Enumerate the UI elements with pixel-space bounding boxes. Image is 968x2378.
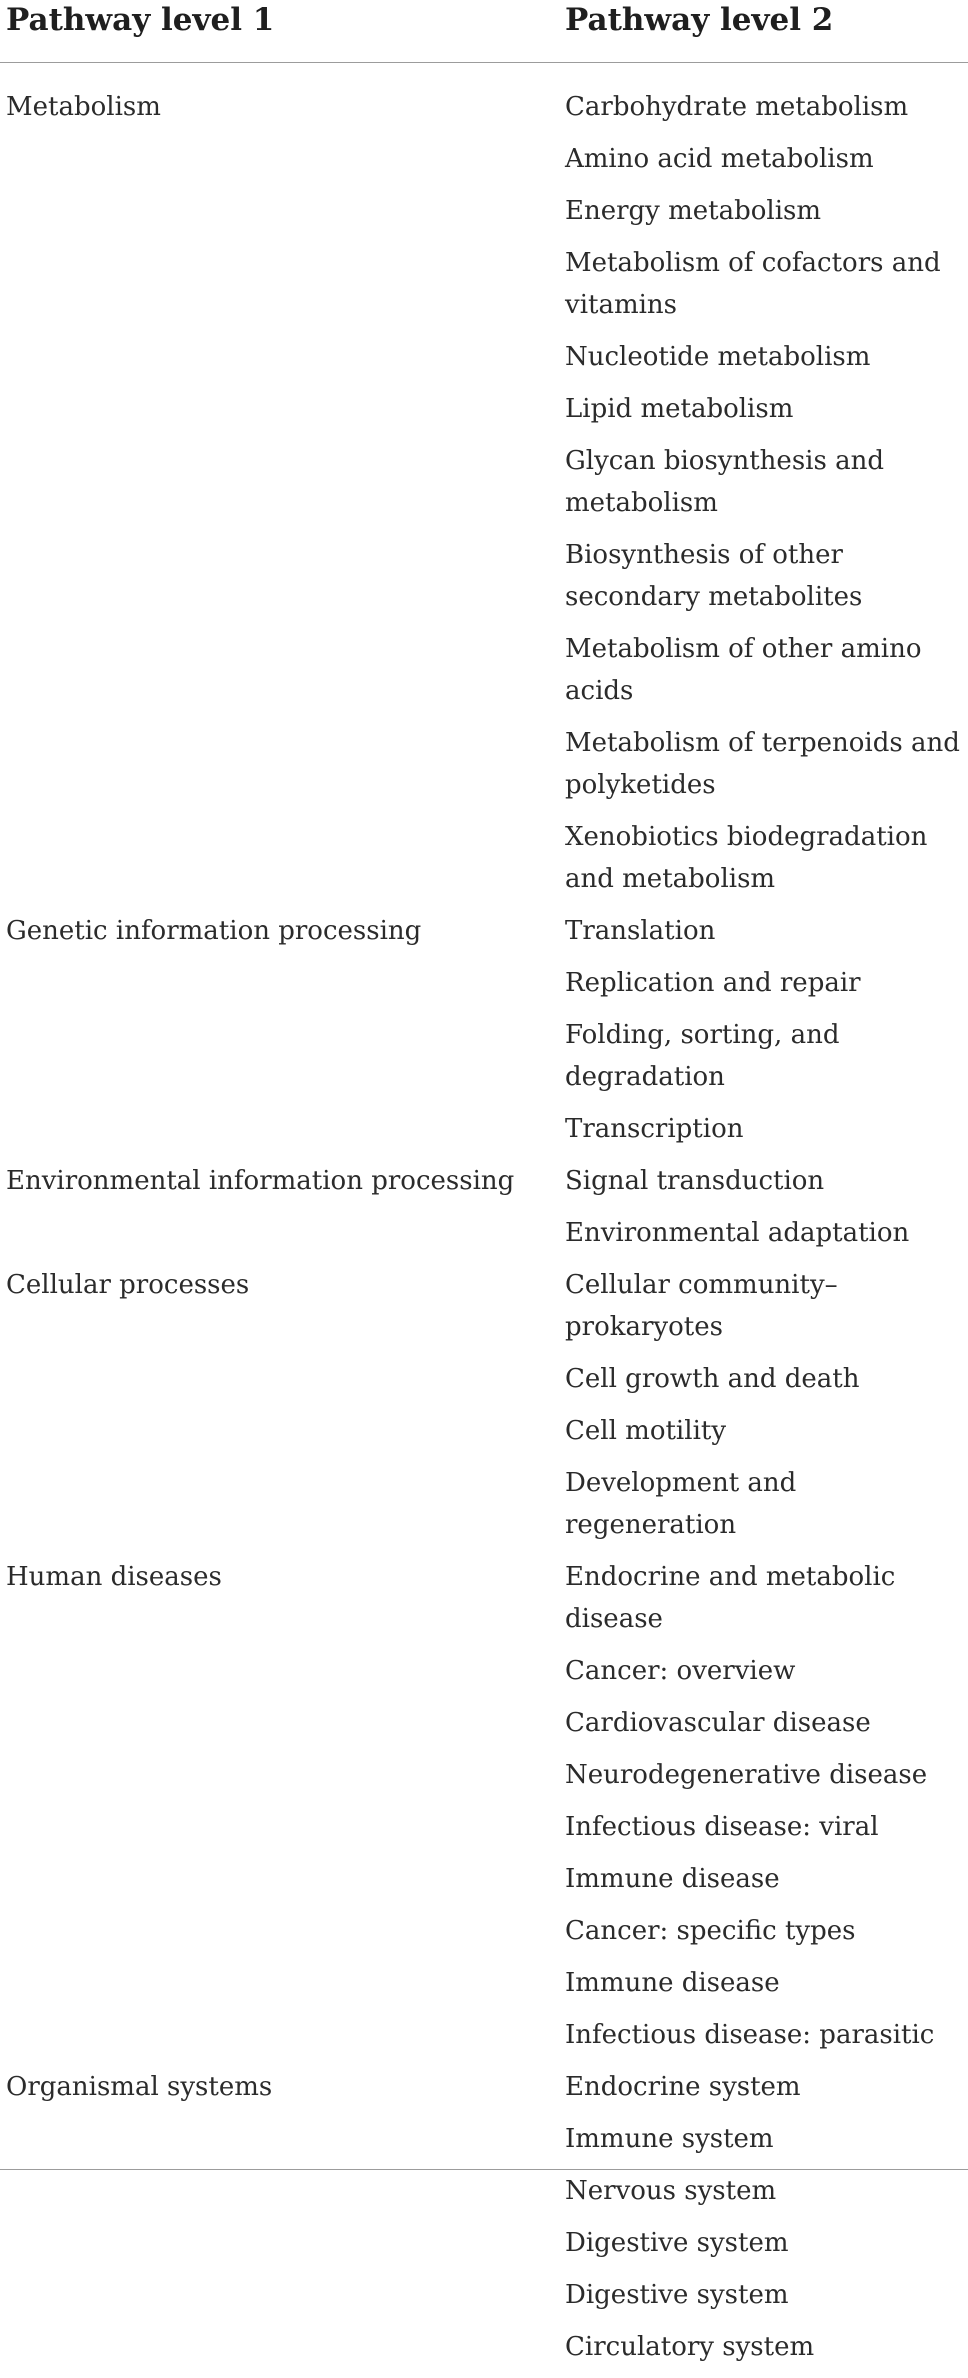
pathway-level-2-cell: Cellular community–prokaryotes	[565, 1270, 838, 1342]
pathway-level-2-cell: Energy metabolism	[565, 196, 822, 226]
pathway-level-2-cell: Replication and repair	[565, 968, 861, 998]
pathway-level-2-list	[565, 1160, 965, 1264]
header-divider	[0, 62, 968, 63]
pathway-level-2-cell: Signal transduction	[565, 1166, 825, 1196]
pathway-level-1-cell: Cellular processes	[6, 1270, 250, 1300]
pathway-level-2-cell: Carbohydrate metabolism	[565, 92, 909, 122]
pathway-level-1-cell: Genetic information processing	[6, 916, 422, 946]
pathway-level-2-cell: Metabolism of cofactors and vitamins	[565, 248, 941, 320]
pathway-level-2-cell: Cell growth and death	[565, 1364, 860, 1394]
pathway-level-2-cell: Metabolism of other amino acids	[565, 634, 922, 706]
table-row	[0, 910, 968, 1160]
pathway-level-2-list	[565, 2066, 965, 2378]
pathway-level-2-cell: Xenobiotics biodegradation and metabolism	[565, 822, 928, 894]
pathway-level-2-list	[565, 1556, 965, 2066]
table-header-row	[0, 0, 968, 62]
table-row	[0, 2066, 968, 2378]
pathway-level-2-cell: Cancer: overview	[565, 1656, 796, 1686]
pathway-level-1-cell: Metabolism	[6, 92, 161, 122]
pathway-level-2-cell: Cardiovascular disease	[565, 1708, 871, 1738]
pathway-level-2-cell: Infectious disease: viral	[565, 1812, 879, 1842]
table-row	[0, 1264, 968, 1556]
table-body	[0, 86, 968, 2378]
header-pathway-level-2: Pathway level 2	[565, 2, 834, 38]
pathway-level-2-cell: Immune disease	[565, 1968, 780, 1998]
pathway-level-1-cell: Environmental information processing	[6, 1166, 515, 1196]
pathway-level-2-cell: Folding, sorting, and degradation	[565, 1020, 840, 1092]
pathway-level-1-cell: Human diseases	[6, 1562, 222, 1592]
table-row	[0, 1556, 968, 2066]
pathway-level-2-cell: Infectious disease: parasitic	[565, 2020, 935, 2050]
pathway-level-2-cell: Endocrine system	[565, 2072, 801, 2102]
pathway-level-2-cell: Digestive system	[565, 2228, 789, 2258]
pathway-level-2-cell: Biosynthesis of other secondary metabolites	[565, 540, 863, 612]
table-row	[0, 86, 968, 910]
pathway-level-2-cell: Lipid metabolism	[565, 394, 794, 424]
pathway-level-1-cell: Organismal systems	[6, 2072, 273, 2102]
pathway-level-2-cell: Cell motility	[565, 1416, 727, 1446]
pathway-level-2-cell: Endocrine and metabolic disease	[565, 1562, 896, 1634]
pathway-level-2-cell: Digestive system	[565, 2280, 789, 2310]
pathway-level-2-list	[565, 1264, 965, 1556]
pathway-level-2-cell: Environmental adaptation	[565, 1218, 910, 1248]
header-pathway-level-1: Pathway level 1	[6, 2, 275, 38]
pathway-level-2-cell: Glycan biosynthesis and metabolism	[565, 446, 884, 518]
pathway-level-2-cell: Metabolism of terpenoids and polyketides	[565, 728, 960, 800]
pathway-level-2-cell: Cancer: specific types	[565, 1916, 856, 1946]
pathway-level-2-cell: Neurodegenerative disease	[565, 1760, 928, 1790]
pathway-level-2-list	[565, 910, 965, 1160]
pathway-level-2-cell: Transcription	[565, 1114, 744, 1144]
pathway-level-2-cell: Nucleotide metabolism	[565, 342, 871, 372]
pathway-level-2-cell: Translation	[565, 916, 716, 946]
pathway-level-2-cell: Immune disease	[565, 1864, 780, 1894]
bottom-divider	[0, 2169, 968, 2170]
pathway-level-2-cell: Amino acid metabolism	[565, 144, 874, 174]
pathway-level-2-cell: Nervous system	[565, 2176, 777, 2206]
pathway-level-2-cell: Circulatory system	[565, 2332, 815, 2362]
pathway-level-2-cell: Development and regeneration	[565, 1468, 797, 1540]
table-row	[0, 1160, 968, 1264]
pathway-level-2-cell: Immune system	[565, 2124, 774, 2154]
pathway-level-2-list	[565, 86, 965, 910]
